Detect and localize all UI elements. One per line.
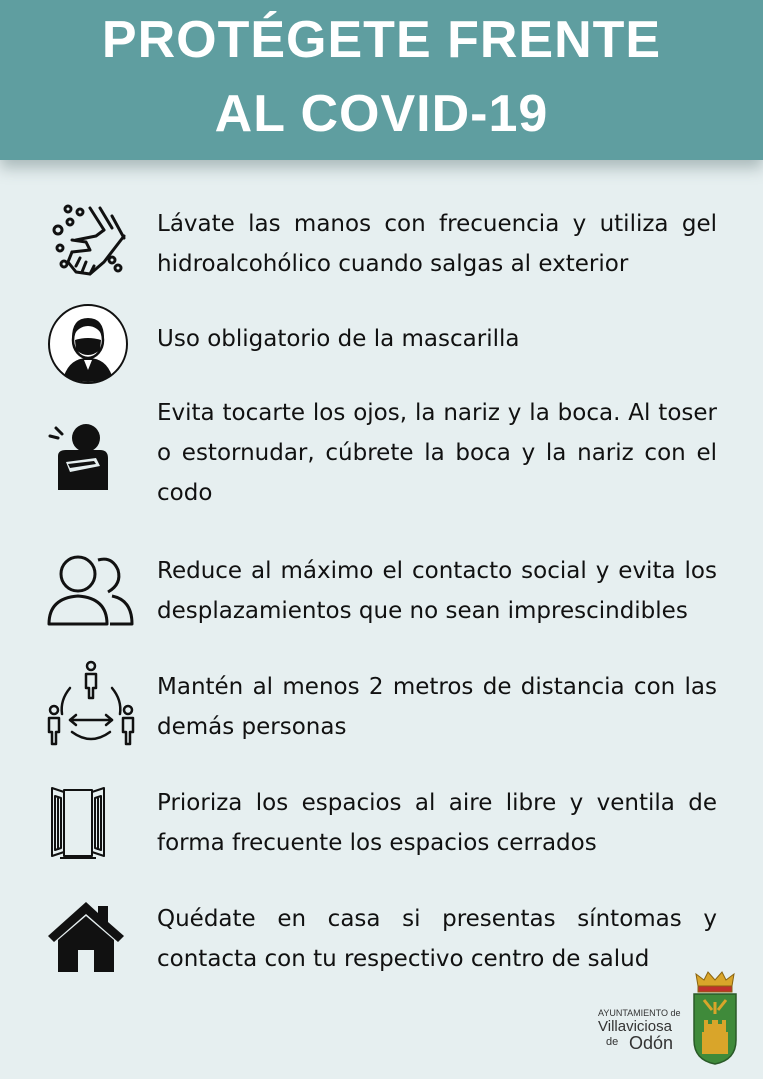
people-icon — [46, 552, 136, 628]
logo-line3: de — [606, 1036, 619, 1048]
item-text-handwash: Lávate las manos con frecuencia y utiliza gel hidroalcohólico cuando salgas al exterior — [157, 211, 717, 277]
item-text-cough: Evita tocarte los ojos, la nariz y la boca. Al toser o estornudar, cúbrete la boca y la nariz con el codo — [157, 400, 717, 506]
open-window-icon — [46, 786, 136, 860]
item-text-stay-home: Quédate en casa si presentas síntomas y contacta con tu respectivo centro de salud — [157, 906, 717, 972]
face-mask-icon — [46, 302, 136, 386]
page-title-line1: PROTÉGETE FRENTE — [101, 11, 662, 69]
logo-line4: Odón — [629, 1033, 674, 1053]
item-text-social: Reduce al máximo el contacto social y evita los desplazamientos que no sean imprescindibles — [157, 558, 717, 624]
header-banner — [0, 0, 763, 160]
item-text-ventilate: Prioriza los espacios al aire libre y ventila de forma frecuente los espacios cerrados — [157, 790, 717, 856]
logo-line2: Villaviciosa — [598, 1018, 672, 1035]
coat-of-arms-icon — [690, 970, 740, 1066]
handwash-icon — [46, 200, 136, 284]
house-icon — [46, 898, 136, 974]
municipality-logo — [596, 970, 746, 1070]
social-distance-icon — [46, 660, 136, 748]
logo-line1: AYUNTAMIENTO de — [598, 1008, 681, 1018]
item-text-mask: Uso obligatorio de la mascarilla — [157, 326, 520, 352]
cough-elbow-icon — [46, 420, 136, 492]
page-title-line2: AL COVID-19 — [214, 85, 549, 143]
item-text-distance: Mantén al menos 2 metros de distancia con las demás personas — [157, 674, 717, 740]
